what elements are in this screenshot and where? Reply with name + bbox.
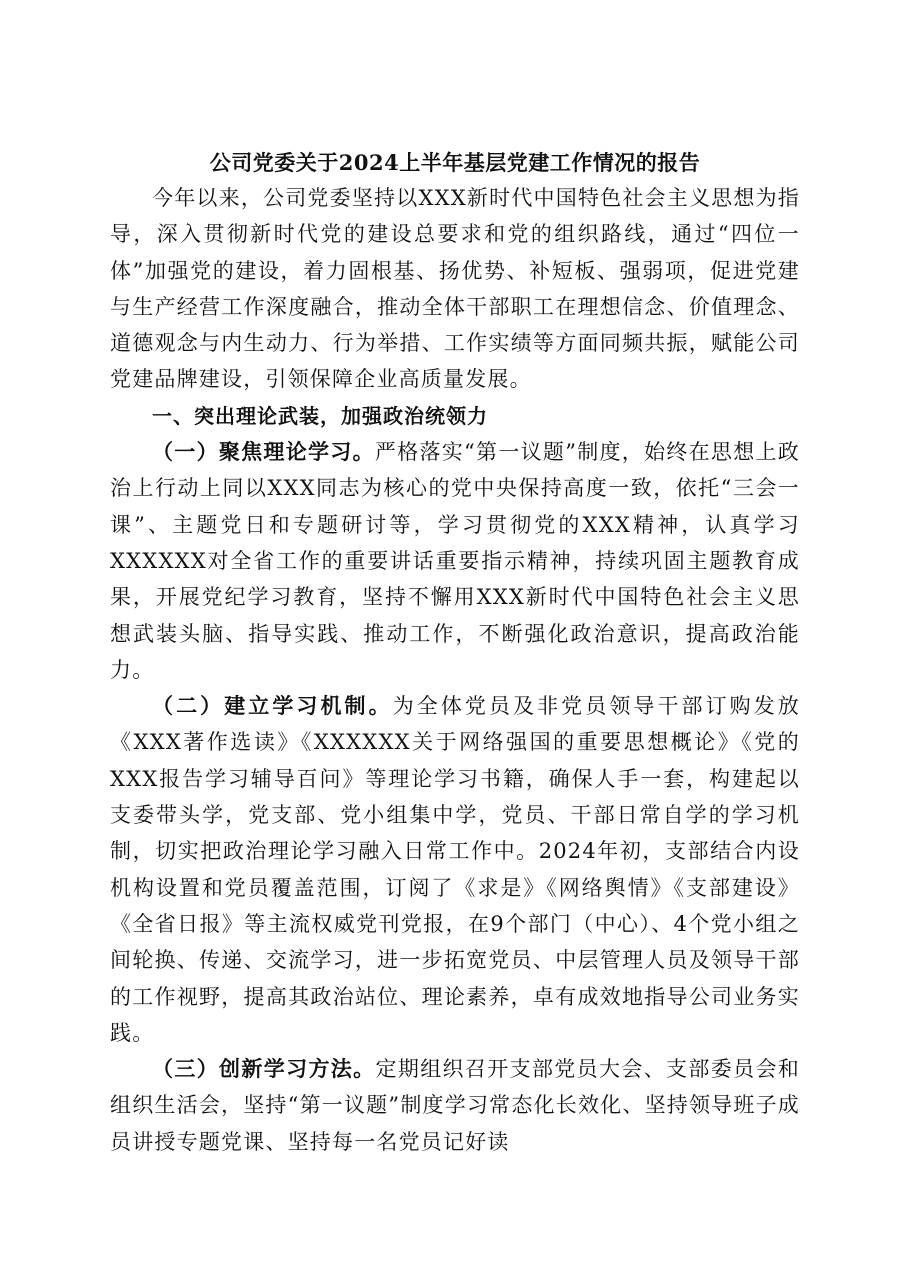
item-lead: （三）创新学习方法。 — [152, 1056, 376, 1082]
item-body: 为全体党员及非党员领导干部订购发放《XXX著作选读》《XXXXXX关于网络强国的重要思想概论》《党的XXX报告学习辅导百问》等理论学习书籍，确保人手一套，构建起以支委带头学，党支部、党小组集中学，党员、干部日常自学的学习机制，切实把政治理论学习融入日常工作中。2024年初，支部结合内设机构设置和党员覆盖范围，订阅了《求是》《网络舆情》《支部建设》《全省日报》等主流权威党刊党报，在9个部门（中心）、4个党小组之间轮换、传递、交流学习，进一步拓宽党员、中层管理人员及领导干部的工作视野，提高其政治站位、理论素养，卓有成效地指导公司业务实践。 — [110, 694, 801, 1045]
item-body: 定期组织召开支部党员大会、支部委员会和组织生活会，坚持“第一议题”制度学习常态化长效化、坚持领导班子成员讲授专题党课、坚持每一名党员记好读 — [110, 1057, 800, 1154]
intro-paragraph: 今年以来，公司党委坚持以XXX新时代中国特色社会主义思想为指导，深入贯彻新时代党的建设总要求和党的组织路线，通过“四位一体”加强党的建设，着力固根基、扬优势、补短板、强弱项，促进党建与生产经营工作深度融合，推动全体干部职工在理想信念、价值理念、道德观念与内生动力、行为举措、工作实绩等方面同频共振，赋能公司党建品牌建设，引领保障企业高质量发展。 — [110, 186, 800, 392]
item-paragraph-1 — [110, 434, 800, 688]
section-heading: 一、突出理论武装，加强政治统领力 — [152, 403, 488, 428]
item-lead: （二）建立学习机制。 — [152, 693, 393, 719]
item-paragraph-3 — [110, 1051, 800, 1160]
item-body: 严格落实“第一议题”制度，始终在思想上政治上行动上同以XXX同志为核心的党中央保持高度一致，依托“三会一课”、主题党日和专题研讨等，学习贯彻党的XXX精神，认真学习XXXXXX对全省工作的重要讲话重要指示精神，持续巩固主题教育成果，开展党纪学习教育，坚持不懈用XXX新时代中国特色社会主义思想武装头脑、指导实践、推动工作，不断强化政治意识，提高政治能力。 — [110, 440, 800, 682]
document-title: 公司党委关于2024上半年基层党建工作情况的报告 — [209, 150, 701, 175]
item-lead: （一）聚焦理论学习。 — [152, 439, 375, 465]
document-body — [110, 146, 800, 1160]
item-paragraph-2 — [110, 688, 800, 1051]
